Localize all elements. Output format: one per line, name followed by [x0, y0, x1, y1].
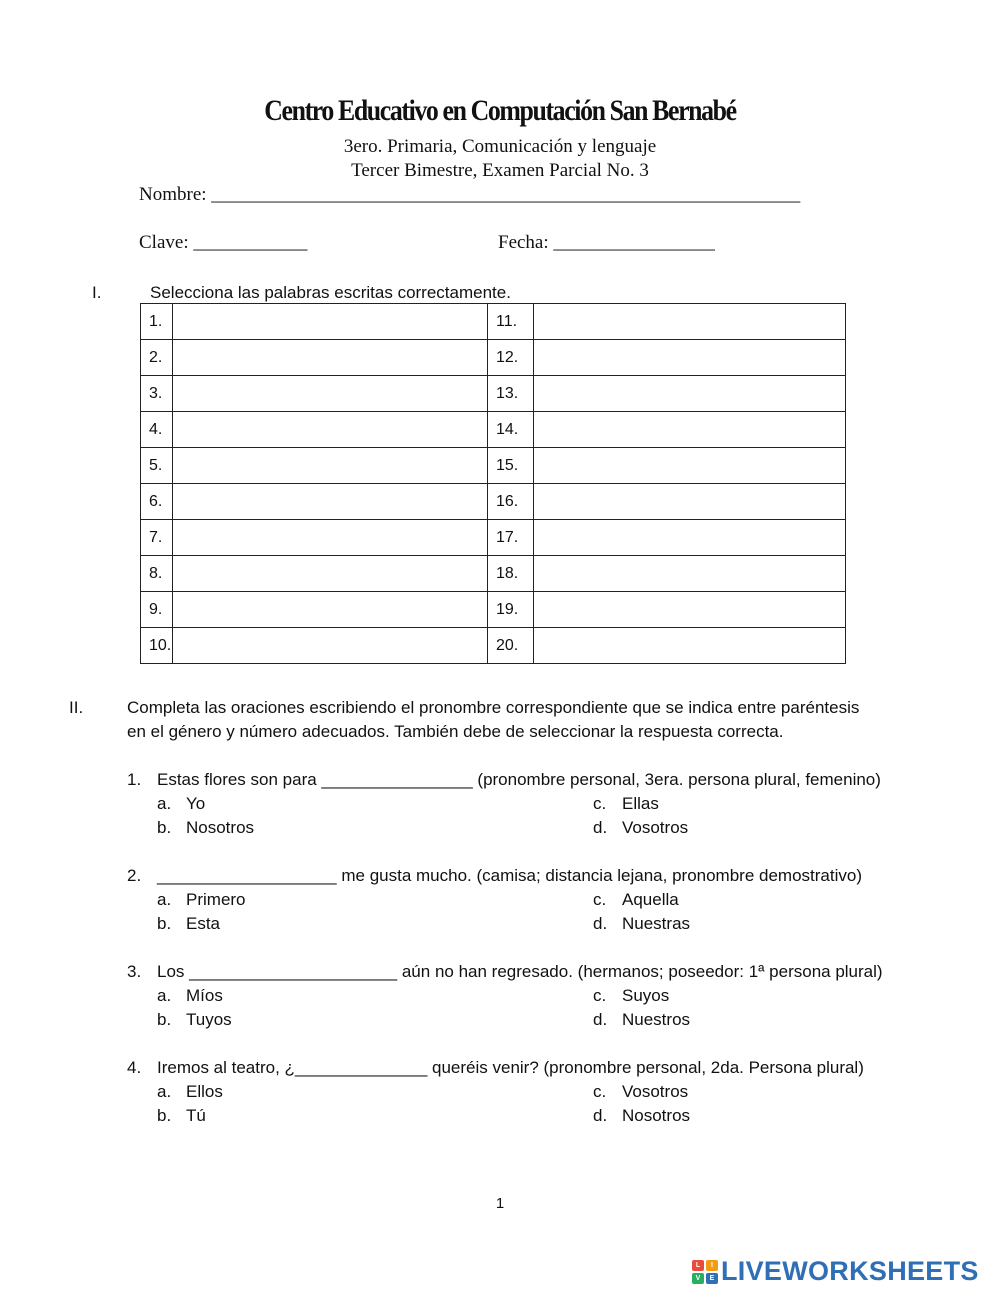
option-text[interactable]: Nosotros: [622, 1106, 691, 1125]
answer-cell[interactable]: [173, 304, 488, 340]
answer-cell[interactable]: [534, 340, 846, 376]
row-number: 10.: [141, 628, 173, 664]
answer-cell[interactable]: [534, 520, 846, 556]
question-text: Iremos al teatro, ¿______________ queréis venir? (pronombre personal, 2da. Persona plural): [157, 1058, 864, 1077]
option-letter[interactable]: b.: [157, 1106, 172, 1125]
question-number: 4.: [127, 1058, 142, 1077]
question-number: 1.: [127, 770, 142, 789]
answer-cell[interactable]: [173, 592, 488, 628]
option-text[interactable]: Ellas: [622, 794, 659, 813]
row-number: 19.: [488, 592, 534, 628]
answer-cell[interactable]: [534, 628, 846, 664]
section-2-instruction-line2: en el género y número adecuados. También debe de seleccionar la respuesta correcta.: [127, 722, 784, 741]
answer-cell[interactable]: [173, 628, 488, 664]
row-number: 1.: [141, 304, 173, 340]
word-table-row: [141, 412, 846, 448]
option-text[interactable]: Tuyos: [186, 1010, 232, 1029]
option-text[interactable]: Ellos: [186, 1082, 223, 1101]
option-letter[interactable]: b.: [157, 1010, 172, 1029]
option-text[interactable]: Míos: [186, 986, 223, 1005]
course-line: 3ero. Primaria, Comunicación y lenguaje: [343, 136, 657, 157]
liveworksheets-logo: [692, 1256, 979, 1287]
answer-cell[interactable]: [173, 412, 488, 448]
page-title: Centro Educativo en Computación San Bernabé: [264, 94, 736, 127]
row-number: 8.: [141, 556, 173, 592]
question-number: 3.: [127, 962, 142, 981]
option-text[interactable]: Nuestros: [622, 1010, 691, 1029]
answer-cell[interactable]: [534, 592, 846, 628]
option-text[interactable]: Primero: [186, 890, 246, 909]
logo-letter: L: [692, 1260, 704, 1271]
question-text: Estas flores son para ________________ (pronombre personal, 3era. persona plural, femenino): [157, 770, 881, 789]
name-field[interactable]: Nombre: ______________________________________________________________: [139, 184, 801, 205]
answer-cell[interactable]: [534, 304, 846, 340]
row-number: 20.: [488, 628, 534, 664]
logo-letter: I: [706, 1260, 718, 1271]
option-letter[interactable]: c.: [593, 794, 607, 813]
option-letter[interactable]: c.: [593, 986, 607, 1005]
option-text[interactable]: Nosotros: [186, 818, 255, 837]
option-letter[interactable]: c.: [593, 890, 607, 909]
answer-cell[interactable]: [173, 484, 488, 520]
logo-letter: V: [692, 1273, 704, 1284]
option-text[interactable]: Suyos: [622, 986, 670, 1005]
option-letter[interactable]: a.: [157, 986, 172, 1005]
row-number: 15.: [488, 448, 534, 484]
question-text: ___________________ me gusta mucho. (camisa; distancia lejana, pronombre demostrativo): [157, 866, 862, 885]
row-number: 2.: [141, 340, 173, 376]
option-text[interactable]: Esta: [186, 914, 221, 933]
option-letter[interactable]: a.: [157, 890, 172, 909]
option-text[interactable]: Tú: [186, 1106, 206, 1125]
word-table-row: [141, 448, 846, 484]
option-letter[interactable]: d.: [593, 1106, 608, 1125]
option-text[interactable]: Yo: [186, 794, 206, 813]
question-text: Los ______________________ aún no han regresado. (hermanos; poseedor: 1ª persona plural): [157, 962, 883, 981]
option-letter[interactable]: c.: [593, 1082, 607, 1101]
option-letter[interactable]: b.: [157, 914, 172, 933]
answer-cell[interactable]: [173, 340, 488, 376]
row-number: 6.: [141, 484, 173, 520]
option-letter[interactable]: a.: [157, 1082, 172, 1101]
word-table-row: [141, 628, 846, 664]
row-number: 16.: [488, 484, 534, 520]
word-table-row: [141, 556, 846, 592]
option-text[interactable]: Vosotros: [622, 1082, 689, 1101]
word-table-row: [141, 520, 846, 556]
option-letter[interactable]: d.: [593, 914, 608, 933]
section-1-instruction: Selecciona las palabras escritas correctamente.: [150, 283, 511, 302]
answer-cell[interactable]: [534, 412, 846, 448]
row-number: 12.: [488, 340, 534, 376]
option-text[interactable]: Nuestras: [622, 914, 691, 933]
word-table-row: [141, 340, 846, 376]
fecha-field[interactable]: Fecha: _________________: [498, 232, 715, 253]
row-number: 11.: [488, 304, 534, 340]
answer-cell[interactable]: [173, 520, 488, 556]
row-number: 17.: [488, 520, 534, 556]
row-number: 4.: [141, 412, 173, 448]
row-number: 3.: [141, 376, 173, 412]
answer-cell[interactable]: [534, 484, 846, 520]
section-2-numeral: II.: [69, 698, 84, 717]
answer-cell[interactable]: [173, 448, 488, 484]
answer-cell[interactable]: [534, 556, 846, 592]
option-letter[interactable]: a.: [157, 794, 172, 813]
row-number: 9.: [141, 592, 173, 628]
row-number: 7.: [141, 520, 173, 556]
word-table-row: [141, 376, 846, 412]
answer-cell[interactable]: [534, 448, 846, 484]
answer-cell[interactable]: [534, 376, 846, 412]
page-number: 1: [495, 1195, 505, 1212]
question-number: 2.: [127, 866, 142, 885]
logo-letter: E: [706, 1273, 718, 1284]
word-table-row: [141, 592, 846, 628]
answer-cell[interactable]: [173, 556, 488, 592]
exam-line: Tercer Bimestre, Examen Parcial No. 3: [351, 160, 649, 181]
row-number: 14.: [488, 412, 534, 448]
liveworksheets-logo-icon: [692, 1260, 718, 1284]
row-number: 18.: [488, 556, 534, 592]
section-1-numeral: I.: [92, 283, 102, 302]
word-table: [140, 303, 846, 664]
option-letter[interactable]: b.: [157, 818, 172, 837]
option-text[interactable]: Vosotros: [622, 818, 689, 837]
section-2-instruction-line1: Completa las oraciones escribiendo el pronombre correspondiente que se indica entre paréntesis: [127, 698, 860, 717]
liveworksheets-brand: LIVEWORKSHEETS: [721, 1256, 979, 1286]
clave-field[interactable]: Clave: ____________: [139, 232, 308, 253]
option-text[interactable]: Aquella: [622, 890, 679, 909]
answer-cell[interactable]: [173, 376, 488, 412]
row-number: 13.: [488, 376, 534, 412]
word-table-row: [141, 484, 846, 520]
option-letter[interactable]: d.: [593, 1010, 608, 1029]
option-letter[interactable]: d.: [593, 818, 608, 837]
row-number: 5.: [141, 448, 173, 484]
word-table-row: [141, 304, 846, 340]
